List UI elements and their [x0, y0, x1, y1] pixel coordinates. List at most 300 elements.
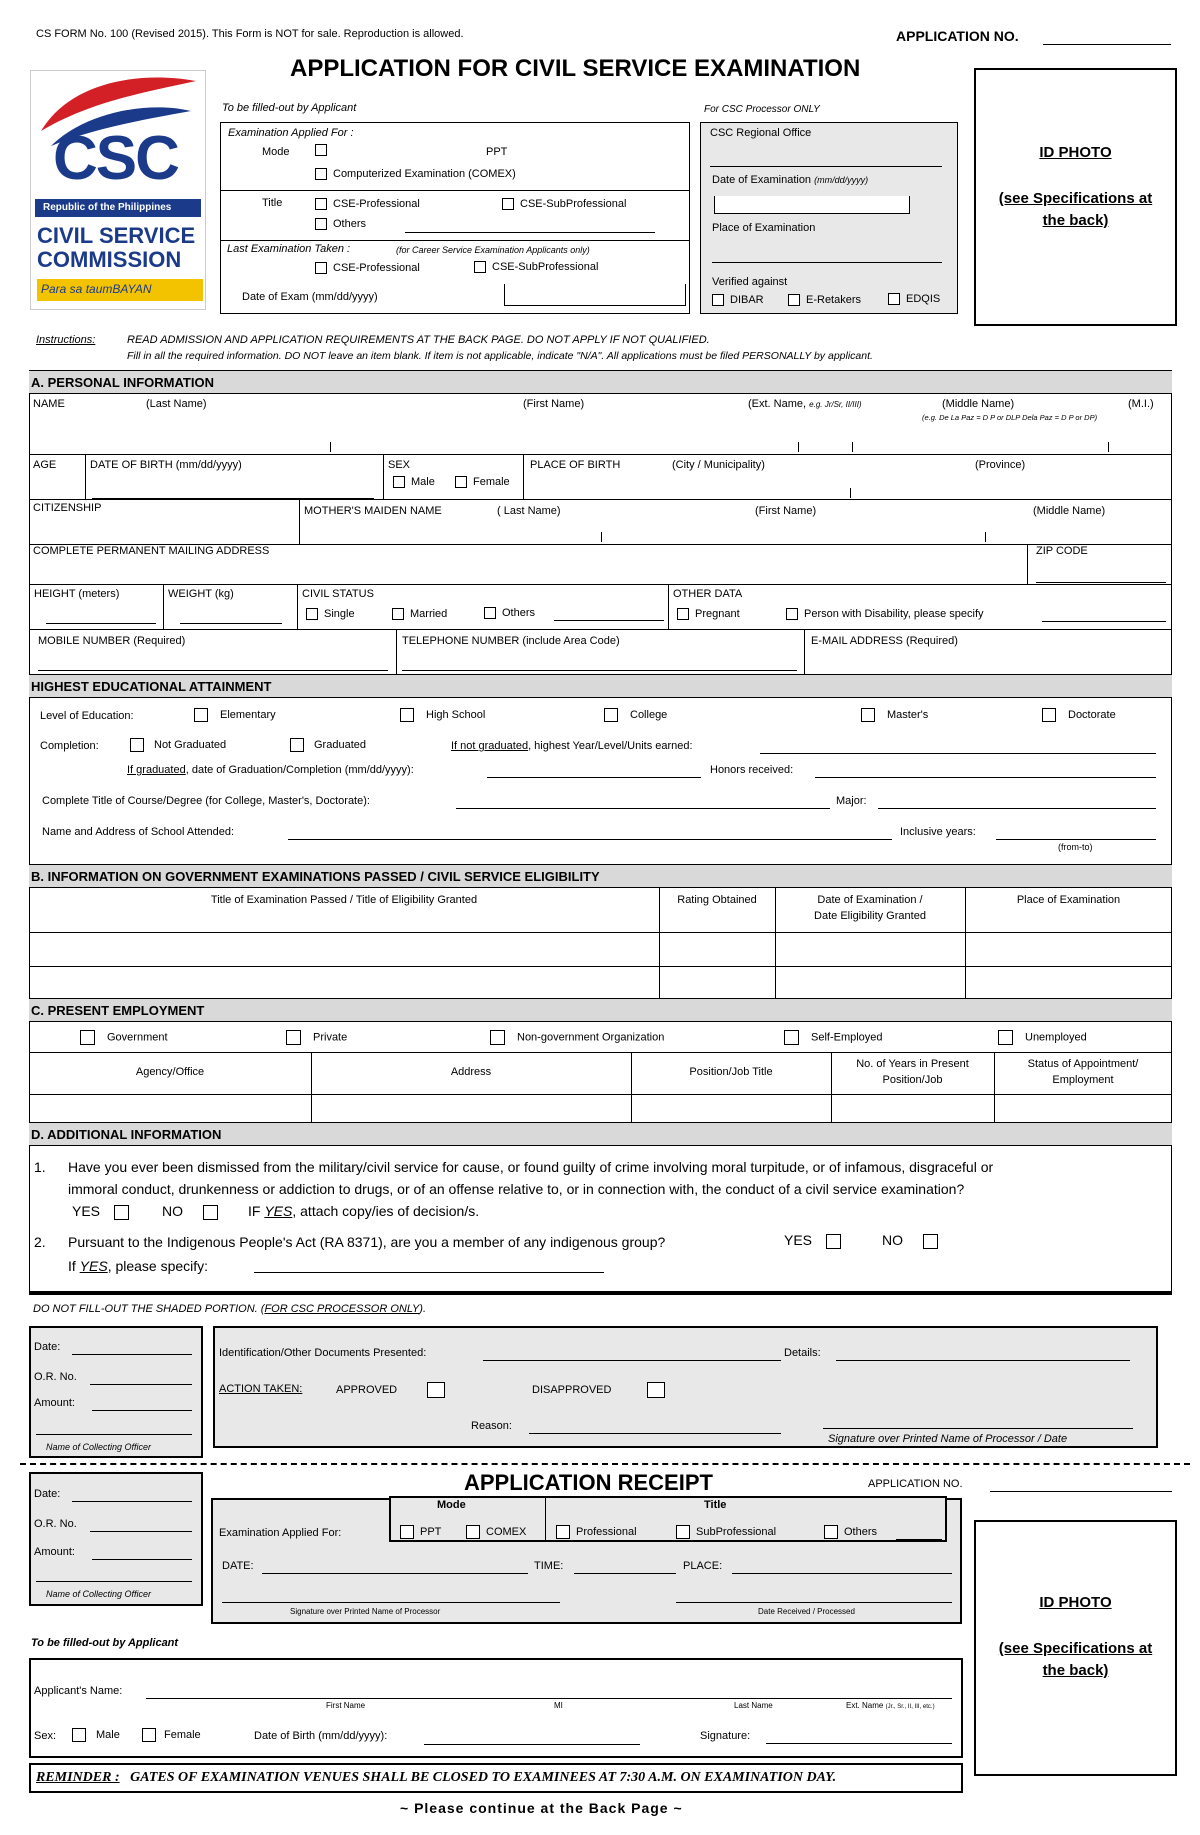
ngo-label: Non-government Organization — [517, 1031, 665, 1044]
checkbox[interactable] — [788, 294, 800, 306]
receipt-last-label: Last Name — [734, 1701, 773, 1710]
checkbox[interactable] — [315, 144, 327, 156]
collect1-officer-label: Name of Collecting Officer — [46, 1442, 152, 1452]
id-photo-box[interactable] — [974, 68, 1177, 326]
last-prof-label: CSE-Professional — [333, 262, 420, 274]
receipt-processor-sig-field[interactable] — [222, 1602, 560, 1603]
receipt-applicant-name-field[interactable] — [146, 1698, 952, 1699]
receipt-ext-label: Ext. Name — [846, 1701, 884, 1710]
emp-self-option[interactable] — [784, 1030, 883, 1045]
checkbox[interactable] — [114, 1205, 129, 1220]
logo-tagline: Para sa taumBAYAN — [37, 279, 203, 301]
title-others-option[interactable] — [315, 218, 366, 230]
dob-input[interactable] — [92, 478, 374, 499]
collect2-or-field[interactable] — [90, 1531, 192, 1532]
other-data-label: OTHER DATA — [673, 588, 743, 600]
inclusive-label: Inclusive years: — [900, 826, 976, 838]
mode-comex-option[interactable] — [315, 168, 516, 180]
section-d-header: D. ADDITIONAL INFORMATION — [29, 1122, 1172, 1146]
highest-year-label: , highest Year/Level/Units earned: — [528, 740, 693, 752]
female-option[interactable] — [455, 476, 510, 488]
specify-rest: , please specify: — [107, 1258, 209, 1274]
verified-label: Verified against — [712, 276, 788, 288]
receipt-dob-label: Date of Birth (mm/dd/yyyy): — [254, 1730, 388, 1742]
eretakers-option[interactable] — [788, 294, 861, 306]
height-label: HEIGHT (meters) — [34, 588, 120, 600]
mode-ppt-checkbox[interactable] — [315, 144, 333, 156]
action-taken-label: ACTION TAKEN: — [219, 1383, 303, 1395]
level-label: Level of Education: — [40, 710, 134, 722]
checkbox[interactable] — [712, 294, 724, 306]
mother-label: MOTHER'S MAIDEN NAME — [304, 505, 442, 517]
checkbox[interactable] — [203, 1205, 218, 1220]
first-name-label: (First Name) — [523, 398, 585, 410]
dob-label: DATE OF BIRTH (mm/dd/yyyy) — [90, 459, 242, 471]
instructions-line2: Fill in all the required information. DO NOT leave an item blank. If item is not applicable, indicate "N/A". All applications must be filed PERSONALLY by applicant. — [127, 350, 873, 362]
receipt-date-field[interactable] — [262, 1573, 528, 1574]
q2-yes-option[interactable] — [784, 1232, 847, 1249]
collect2-date-label: Date: — [34, 1488, 61, 1500]
if-grad-label: If graduated — [127, 764, 186, 776]
q1-yes-label: YES — [72, 1203, 101, 1219]
checkbox[interactable] — [888, 293, 900, 305]
collect2-or-label: O.R. No. — [34, 1518, 77, 1530]
single-label: Single — [324, 608, 355, 620]
receipt-others-label: Others — [844, 1525, 878, 1538]
mode-label: Mode — [262, 146, 290, 158]
mother-middle-label: (Middle Name) — [1033, 505, 1106, 517]
logo-line1: CIVIL SERVICE — [37, 223, 196, 248]
ext-name-label: (Ext. Name, — [748, 398, 807, 410]
checkbox[interactable] — [400, 708, 414, 722]
reminder-text: GATES OF EXAMINATION VENUES SHALL BE CLOSED TO EXAMINEES AT 7:30 A.M. ON EXAMINATION DAY. — [130, 1770, 837, 1785]
checkbox[interactable] — [556, 1525, 570, 1539]
checkbox[interactable] — [998, 1030, 1013, 1045]
disapproved-label: DISAPPROVED — [532, 1383, 612, 1396]
collect1-amount-field[interactable] — [92, 1410, 192, 1411]
high-school-option[interactable] — [400, 708, 485, 722]
receipt-signature-label: Signature: — [700, 1730, 751, 1742]
citizenship-label: CITIZENSHIP — [33, 502, 102, 514]
collect1-date-label: Date: — [34, 1341, 61, 1353]
receipt-male-option[interactable] — [72, 1728, 120, 1742]
pwd-field[interactable] — [1042, 621, 1166, 622]
not-graduated-option[interactable] — [130, 738, 226, 752]
checkbox[interactable] — [824, 1525, 838, 1539]
applicant-caption: To be filled-out by Applicant — [222, 102, 357, 114]
female-label: Female — [473, 476, 510, 488]
receipt-mode-label: Mode — [437, 1499, 466, 1511]
checkbox[interactable] — [194, 708, 208, 722]
logo-republic: Republic of the Philippines — [43, 202, 172, 213]
mobile-input[interactable] — [38, 652, 388, 671]
age-label: AGE — [33, 459, 57, 471]
others-label: Others — [333, 218, 367, 230]
checkbox[interactable] — [392, 608, 404, 620]
id-docs-field[interactable] — [483, 1360, 781, 1361]
cs-others-option[interactable] — [484, 607, 535, 619]
q1-line2: immoral conduct, drunkenness or addiction to drugs, or of an offense relative to, or in connection with, the conduct of a civil service examination? — [68, 1181, 965, 1197]
major-field[interactable] — [878, 808, 1156, 809]
regional-office-label: CSC Regional Office — [710, 127, 812, 139]
last-subprof-label: CSE-SubProfessional — [492, 261, 599, 273]
q2-number: 2. — [34, 1234, 46, 1250]
id-photo-spec: (see Specifications at the back) — [998, 190, 1153, 229]
last-exam-date-label: Date of Exam (mm/dd/yyyy) — [242, 291, 378, 303]
checkbox[interactable] — [784, 1030, 799, 1045]
course-field[interactable] — [456, 808, 830, 809]
checkbox[interactable] — [455, 476, 467, 488]
q1-no-label: NO — [162, 1203, 183, 1219]
emp-col-status-a: Status of Appointment/ — [1027, 1058, 1139, 1070]
high-school-label: High School — [426, 708, 486, 721]
receipt-place-label: PLACE: — [683, 1560, 723, 1572]
receipt-ext-note: (Jr., Sr., II, III, etc.) — [885, 1704, 935, 1710]
from-to-label: (from-to) — [1058, 842, 1093, 852]
ext-name-note: e.g. Jr/Sr, II/III) — [809, 400, 862, 409]
eligibility-row-1[interactable] — [30, 933, 1171, 965]
processor-signature-field[interactable] — [823, 1428, 1133, 1429]
checkbox[interactable] — [923, 1234, 938, 1249]
shaded-note-b: FOR CSC PROCESSOR ONLY — [264, 1303, 420, 1315]
single-option[interactable] — [306, 608, 355, 620]
receipt-male-label: Male — [96, 1728, 120, 1741]
elig-col-title: Title of Examination Passed / Title of Eligibility Granted — [210, 894, 478, 906]
page-title: APPLICATION FOR CIVIL SERVICE EXAMINATION — [290, 55, 861, 82]
receipt-exam-applied-label: Examination Applied For: — [219, 1527, 342, 1539]
date-exam-format: (mm/dd/yyyy) — [814, 175, 869, 185]
last-exam-label: Last Examination Taken : — [227, 243, 351, 255]
emp-col-years-b: Position/Job — [882, 1074, 943, 1086]
sex-label: SEX — [388, 459, 411, 471]
checkbox[interactable] — [502, 198, 514, 210]
male-label: Male — [411, 476, 435, 488]
collect1-amount-label: Amount: — [34, 1397, 75, 1409]
pob-label: PLACE OF BIRTH — [530, 459, 621, 471]
elementary-option[interactable] — [194, 708, 276, 722]
processor-caption: For CSC Processor ONLY — [704, 104, 820, 115]
collect2-date-field[interactable] — [72, 1501, 192, 1502]
college-option[interactable] — [604, 708, 667, 722]
checkbox[interactable] — [786, 608, 798, 620]
checkbox[interactable] — [400, 1525, 414, 1539]
emp-unemployed-option[interactable] — [998, 1030, 1087, 1045]
date-grad-field[interactable] — [487, 777, 701, 778]
cs-others-field[interactable] — [554, 620, 664, 621]
checkbox[interactable] — [1042, 708, 1056, 722]
date-exam-label: Date of Examination — [712, 174, 812, 186]
exam-applied-label: Examination Applied For : — [228, 127, 354, 139]
checkbox[interactable] — [861, 708, 875, 722]
attach-yes: YES — [264, 1203, 293, 1219]
date-grad-label: , date of Graduation/Completion (mm/dd/yyyy): — [185, 764, 414, 776]
csc-logo — [30, 70, 206, 310]
edqis-option[interactable] — [888, 293, 940, 305]
receipt-subprof-option[interactable] — [676, 1525, 776, 1539]
ppt-label: PPT — [486, 146, 508, 158]
last-exam-note: (for Career Service Examination Applicants only) — [396, 245, 590, 255]
last-name-label: (Last Name) — [146, 398, 207, 410]
emp-col-status-b: Employment — [1052, 1074, 1114, 1086]
school-label: Name and Address of School Attended: — [42, 826, 235, 838]
receipt-time-field[interactable] — [574, 1573, 676, 1574]
checkbox[interactable] — [676, 1525, 690, 1539]
cse-subprof-label: CSE-SubProfessional — [520, 198, 627, 210]
checkbox[interactable] — [72, 1728, 86, 1742]
honors-label: Honors received: — [710, 764, 794, 776]
province-label: (Province) — [975, 459, 1026, 471]
collect2-amount-field[interactable] — [92, 1559, 192, 1560]
receipt-dob-field[interactable] — [424, 1730, 640, 1745]
q1-yes-option[interactable] — [72, 1203, 135, 1220]
receipt-ppt-option[interactable] — [400, 1525, 441, 1539]
dibar-option[interactable] — [712, 294, 764, 306]
title-label: Title — [262, 197, 283, 209]
private-label: Private — [313, 1031, 348, 1044]
graduated-label: Graduated — [314, 738, 366, 751]
emp-col-address: Address — [450, 1066, 492, 1078]
emp-col-agency: Agency/Office — [135, 1066, 205, 1078]
citizenship-input[interactable] — [33, 518, 295, 540]
collect1-date-field[interactable] — [72, 1354, 192, 1355]
receipt-place-field[interactable] — [732, 1573, 952, 1574]
receipt-prof-label: Professional — [576, 1525, 637, 1538]
emp-government-option[interactable] — [80, 1030, 168, 1045]
elig-col-place: Place of Examination — [1016, 894, 1121, 906]
cs-others-label: Others — [502, 607, 536, 619]
city-label: (City / Municipality) — [672, 459, 765, 471]
checkbox[interactable] — [80, 1030, 95, 1045]
application-no-field[interactable] — [1043, 44, 1171, 45]
collect2-officer-field[interactable] — [36, 1581, 192, 1582]
checkbox[interactable] — [490, 1030, 505, 1045]
unemployed-label: Unemployed — [1025, 1031, 1087, 1044]
q2-yes-label: YES — [784, 1232, 813, 1248]
specify-yes: YES — [79, 1258, 108, 1274]
mobile-label: MOBILE NUMBER (Required) — [38, 635, 186, 647]
receipt-id-photo-box[interactable] — [974, 1520, 1177, 1776]
emp-ngo-option[interactable] — [490, 1030, 664, 1045]
q1-number: 1. — [34, 1159, 46, 1175]
middle-name-label: (Middle Name) — [942, 398, 1015, 410]
disapproved-option[interactable] — [532, 1382, 671, 1398]
checkbox[interactable] — [315, 168, 327, 180]
id-docs-label: Identification/Other Documents Presented: — [219, 1347, 427, 1359]
footer-continue: ~ Please continue at the Back Page ~ — [400, 1800, 683, 1816]
pwd-option[interactable] — [786, 608, 984, 620]
checkbox[interactable] — [315, 218, 327, 230]
shaded-note-a: DO NOT FILL-OUT THE SHADED PORTION. ( — [33, 1303, 265, 1315]
collect2-amount-label: Amount: — [34, 1546, 75, 1558]
mother-last-label: ( Last Name) — [497, 505, 561, 517]
telephone-input[interactable] — [402, 652, 797, 671]
elementary-label: Elementary — [220, 708, 276, 721]
q2-no-option[interactable] — [882, 1232, 944, 1249]
checkbox[interactable] — [393, 476, 405, 488]
pregnant-option[interactable] — [677, 608, 740, 620]
indigenous-specify-field[interactable] — [254, 1272, 604, 1273]
eligibility-row-2[interactable] — [30, 967, 1171, 997]
masters-label: Master's — [887, 708, 929, 721]
receipt-id-photo-label: ID PHOTO — [1039, 1594, 1112, 1611]
instructions-label: Instructions: — [36, 334, 96, 346]
processor-signature-label: Signature over Printed Name of Processor / Date — [828, 1433, 1068, 1445]
graduated-option[interactable] — [290, 738, 366, 752]
receipt-applicant-name-label: Applicant's Name: — [34, 1685, 123, 1697]
title-prof-option[interactable] — [315, 198, 420, 210]
checkbox[interactable] — [466, 1525, 480, 1539]
logo-abbr: CSC — [53, 124, 178, 193]
course-label: Complete Title of Course/Degree (for College, Master's, Doctorate): — [42, 795, 370, 807]
instructions-line1: READ ADMISSION AND APPLICATION REQUIREMENTS AT THE BACK PAGE. DO NOT APPLY IF NOT QUALIFIED. — [127, 334, 710, 346]
mi-note: (e.g. De La Paz = D P or DLP Dela Paz = D P or DP) — [922, 413, 1098, 422]
eretakers-label: E-Retakers — [806, 294, 862, 306]
attach-if: IF — [248, 1203, 265, 1219]
title-others-field[interactable] — [405, 232, 655, 233]
cut-line — [20, 1463, 1190, 1465]
doctorate-option[interactable] — [1042, 708, 1116, 722]
checkbox[interactable] — [826, 1234, 841, 1249]
q2-no-label: NO — [882, 1232, 903, 1248]
id-photo-label: ID PHOTO — [1039, 144, 1112, 161]
address-input[interactable] — [33, 562, 1018, 584]
receipt-mi-label: MI — [554, 1701, 563, 1710]
height-input[interactable] — [46, 605, 156, 624]
checkbox[interactable] — [286, 1030, 301, 1045]
name-label: NAME — [33, 398, 65, 410]
receipt-female-label: Female — [164, 1728, 201, 1741]
college-label: College — [630, 708, 668, 721]
self-label: Self-Employed — [811, 1031, 883, 1044]
reason-field[interactable] — [529, 1433, 781, 1434]
reminder-label: REMINDER : — [36, 1770, 120, 1785]
male-option[interactable] — [393, 476, 435, 488]
checkbox[interactable] — [130, 738, 144, 752]
mother-input[interactable] — [304, 522, 1169, 542]
receipt-others-option[interactable] — [824, 1525, 877, 1539]
pwd-label: Person with Disability, please specify — [804, 608, 984, 620]
collect1-or-label: O.R. No. — [34, 1371, 77, 1383]
specify-if: If — [68, 1258, 80, 1274]
married-option[interactable] — [392, 608, 447, 620]
details-field[interactable] — [836, 1360, 1130, 1361]
email-input[interactable] — [811, 652, 1166, 670]
approved-option[interactable] — [336, 1382, 451, 1398]
checkbox[interactable] — [315, 198, 327, 210]
major-label: Major: — [836, 795, 867, 807]
receipt-ppt-label: PPT — [420, 1525, 442, 1538]
receipt-title-label: Title — [704, 1499, 727, 1511]
zip-input[interactable] — [1036, 562, 1166, 583]
receipt-signature-field[interactable] — [766, 1743, 952, 1744]
application-no-label: APPLICATION NO. — [896, 28, 1019, 44]
not-graduated-label: Not Graduated — [154, 738, 227, 751]
checkbox[interactable] — [290, 738, 304, 752]
receipt-date-received-field[interactable] — [676, 1602, 952, 1603]
weight-label: WEIGHT (kg) — [168, 588, 234, 600]
reason-label: Reason: — [471, 1420, 512, 1432]
details-label: Details: — [784, 1347, 821, 1359]
checkbox[interactable] — [306, 608, 318, 620]
highest-year-field[interactable] — [760, 753, 1156, 754]
doctorate-label: Doctorate — [1068, 708, 1116, 721]
receipt-app-no-field[interactable] — [990, 1491, 1172, 1492]
approved-label: APPROVED — [336, 1383, 398, 1396]
q1-no-option[interactable] — [162, 1203, 224, 1220]
section-a-header: A. PERSONAL INFORMATION — [29, 370, 1172, 394]
government-label: Government — [107, 1031, 168, 1044]
education-header: HIGHEST EDUCATIONAL ATTAINMENT — [29, 674, 1172, 698]
checkbox[interactable] — [647, 1382, 665, 1398]
inclusive-field[interactable] — [996, 839, 1156, 840]
receipt-others-field[interactable] — [896, 1539, 942, 1540]
receipt-prof-option[interactable] — [556, 1525, 637, 1539]
checkbox[interactable] — [474, 261, 486, 273]
dibar-label: DIBAR — [730, 294, 764, 306]
receipt-comex-option[interactable] — [466, 1525, 526, 1539]
if-not-grad-label: If not graduated — [451, 740, 529, 752]
checkbox[interactable] — [677, 608, 689, 620]
receipt-app-no-label: APPLICATION NO. — [868, 1478, 963, 1490]
zip-label: ZIP CODE — [1036, 545, 1088, 557]
checkbox[interactable] — [484, 607, 496, 619]
title-subprof-option[interactable] — [502, 198, 626, 210]
receipt-date-label: DATE: — [222, 1560, 254, 1572]
mi-label: (M.I.) — [1128, 398, 1154, 410]
address-label: COMPLETE PERMANENT MAILING ADDRESS — [33, 545, 270, 557]
honors-field[interactable] — [815, 777, 1156, 778]
receipt-first-label: First Name — [326, 1701, 366, 1710]
checkbox[interactable] — [142, 1728, 156, 1742]
employment-row[interactable] — [30, 1095, 1171, 1121]
elig-col-rating: Rating Obtained — [677, 894, 757, 906]
emp-private-option[interactable] — [286, 1030, 347, 1045]
receipt-date-received-label: Date Received / Processed — [758, 1607, 855, 1616]
processor-date-field[interactable] — [714, 196, 910, 214]
last-subprof-option[interactable] — [474, 261, 598, 273]
receipt-time-label: TIME: — [534, 1560, 564, 1572]
shaded-note-c: ). — [419, 1303, 427, 1315]
edqis-label: EDQIS — [906, 293, 941, 305]
receipt-subprof-label: SubProfessional — [696, 1525, 777, 1538]
last-prof-option[interactable] — [315, 262, 420, 274]
checkbox[interactable] — [315, 262, 327, 274]
q1-line1: Have you ever been dismissed from the military/civil service for cause, or found guilty of crime involving moral turpitude, or of infamous, disgraceful or — [68, 1159, 994, 1175]
emp-col-years-a: No. of Years in Present — [856, 1058, 969, 1070]
section-c-header: C. PRESENT EMPLOYMENT — [29, 998, 1172, 1022]
receipt-title: APPLICATION RECEIPT — [464, 1470, 713, 1495]
checkbox[interactable] — [427, 1382, 445, 1398]
elig-col-date-b: Date Eligibility Granted — [814, 910, 926, 922]
name-input[interactable] — [33, 420, 1168, 454]
masters-option[interactable] — [861, 708, 928, 722]
logo-line2: COMMISSION — [37, 247, 182, 272]
collect1-officer-field[interactable] — [36, 1434, 192, 1435]
checkbox[interactable] — [604, 708, 618, 722]
receipt-to-be-filled: To be filled-out by Applicant — [31, 1637, 179, 1649]
school-field[interactable] — [288, 839, 892, 840]
attach-rest: , attach copy/ies of decision/s. — [292, 1203, 480, 1219]
elig-col-date-a: Date of Examination / — [817, 894, 923, 906]
place-exam-label: Place of Examination — [712, 222, 816, 234]
last-exam-date-field[interactable] — [504, 284, 686, 306]
section-b-header: B. INFORMATION ON GOVERNMENT EXAMINATIONS PASSED / CIVIL SERVICE ELIGIBILITY — [29, 864, 1172, 888]
receipt-female-option[interactable] — [142, 1728, 201, 1742]
weight-input[interactable] — [180, 605, 282, 624]
telephone-label: TELEPHONE NUMBER (include Area Code) — [402, 635, 620, 647]
receipt-comex-label: COMEX — [486, 1525, 527, 1538]
collect1-or-field[interactable] — [90, 1384, 192, 1385]
